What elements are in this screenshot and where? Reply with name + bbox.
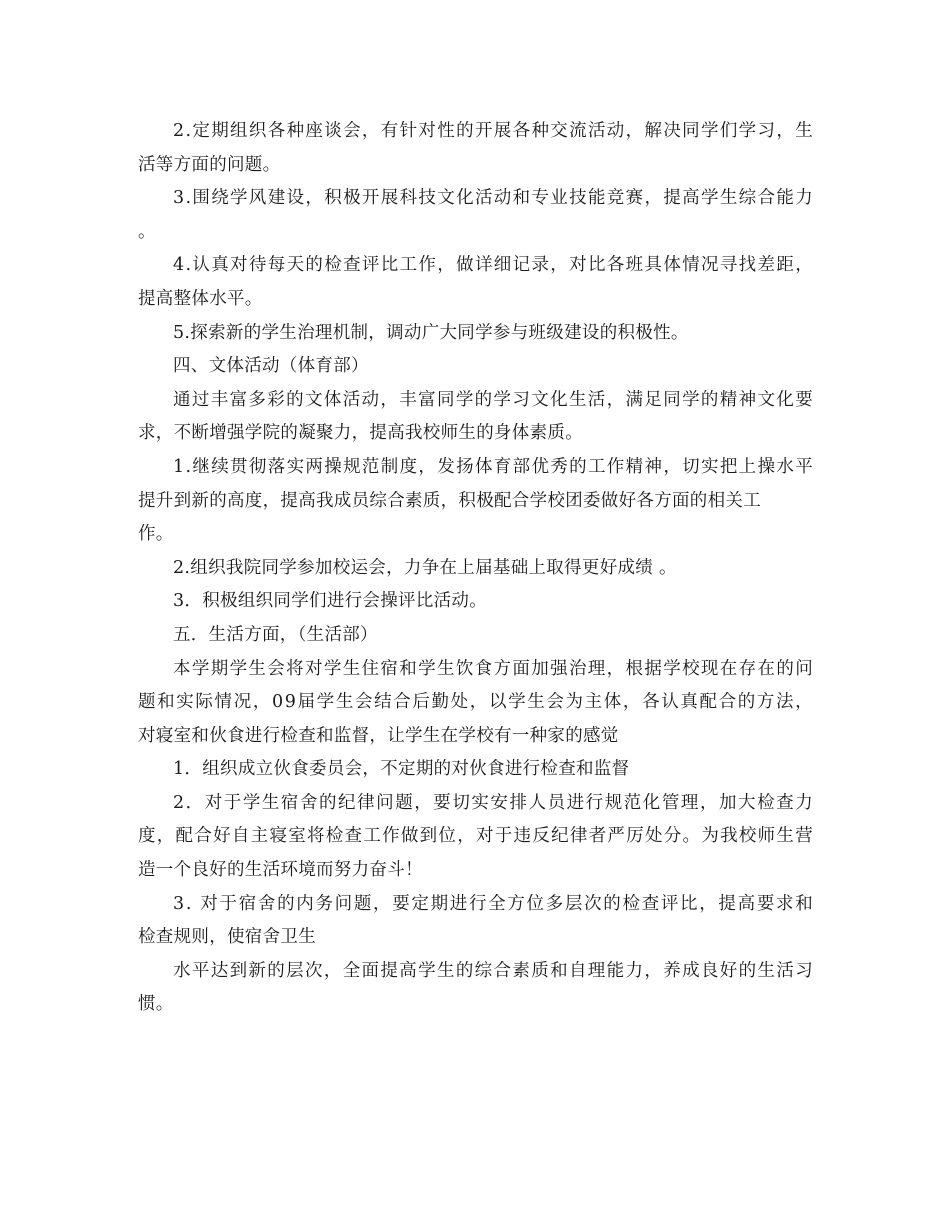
paragraph bbox=[138, 753, 813, 787]
paragraph bbox=[138, 585, 813, 619]
paragraph-line: 作。 bbox=[138, 524, 174, 545]
paragraph bbox=[138, 317, 813, 351]
paragraph bbox=[138, 888, 813, 955]
paragraph bbox=[138, 619, 813, 653]
paragraph-line: 通过丰富多彩的文体活动，丰富同学的学习文化生活，满足同学的精神文化要 bbox=[173, 389, 815, 410]
document-body bbox=[138, 115, 813, 1022]
paragraph bbox=[138, 653, 813, 754]
paragraph-line: 求，不断增强学院的凝聚力，提高我校师生的身体素质。 bbox=[138, 423, 583, 444]
paragraph-line: 2.定期组织各种座谈会，有针对性的开展各种交流活动，解决同学们学习，生 bbox=[173, 121, 815, 141]
paragraph-line: 5.探索新的学生治理机制，调动广大同学参与班级建设的积极性。 bbox=[173, 322, 689, 343]
paragraph-line: 水平达到新的层次，全面提高学生的综合素质和自理能力，养成良好的生活习 bbox=[173, 960, 815, 981]
paragraph-line: 3．积极组织同学们进行会操评比活动。 bbox=[173, 591, 488, 612]
paragraph-line: 检查规则，使宿舍卫生 bbox=[138, 927, 316, 948]
paragraph-line: 4.认真对待每天的检查评比工作，做详细记录，对比各班具体情况寻找差距， bbox=[173, 255, 815, 276]
paragraph-line: 度，配合好自主寝室将检查工作做到位，对于违反纪律者严厉处分。为我校师生营 bbox=[138, 826, 814, 847]
paragraph bbox=[138, 182, 813, 249]
paragraph-line: 1．组织成立伙食委员会，不定期的对伙食进行检查和监督 bbox=[173, 759, 630, 780]
paragraph-line: 2.组织我院同学参加校运会，力争在上届基础上取得更好成绩 。 bbox=[173, 557, 677, 578]
paragraph-line: 活等方面的问题。 bbox=[138, 154, 281, 175]
paragraph-line: 提升到新的高度，提高我成员综合素质，积极配合学校团委做好各方面的相关工 bbox=[138, 490, 761, 511]
paragraph-line: 1.继续贯彻落实两操规范制度，发扬体育部优秀的工作精神，切实把上操水平 bbox=[173, 456, 815, 477]
paragraph-line: 四、文体活动（体育部） bbox=[173, 356, 369, 377]
paragraph-line: 五．生活方面，（生活部） bbox=[173, 624, 378, 645]
paragraph bbox=[138, 350, 813, 384]
paragraph-line: 造一个良好的生活环境而努力奋斗！ bbox=[138, 860, 423, 881]
paragraph-line: 题和实际情况，09届学生会结合后勤处，以学生会为主体，各认真配合的方法， bbox=[138, 692, 815, 713]
paragraph-line: 本学期学生会将对学生住宿和学生饮食方面加强治理，根据学校现在存在的问 bbox=[173, 658, 815, 679]
paragraph bbox=[138, 249, 813, 316]
paragraph-line: 。 bbox=[138, 221, 156, 242]
paragraph bbox=[138, 787, 813, 888]
paragraph-line: 3. 对于宿舍的内务问题，要定期进行全方位多层次的检查评比，提高要求和 bbox=[173, 893, 815, 914]
paragraph bbox=[138, 115, 813, 182]
paragraph bbox=[138, 451, 813, 552]
paragraph-line: 2．对于学生宿舍的纪律问题，要切实安排人员进行规范化管理，加大检查力 bbox=[173, 792, 815, 813]
paragraph-line: 提高整体水平。 bbox=[138, 288, 263, 309]
paragraph-line: 惯。 bbox=[138, 994, 174, 1015]
paragraph-line: 3.围绕学风建设，积极开展科技文化活动和专业技能竞赛，提高学生综合能力 bbox=[173, 188, 815, 209]
paragraph bbox=[138, 384, 813, 451]
paragraph-line: 对寝室和伙食进行检查和监督，让学生在学校有一种家的感觉 bbox=[138, 725, 619, 746]
paragraph bbox=[138, 552, 813, 586]
paragraph bbox=[138, 955, 813, 1022]
